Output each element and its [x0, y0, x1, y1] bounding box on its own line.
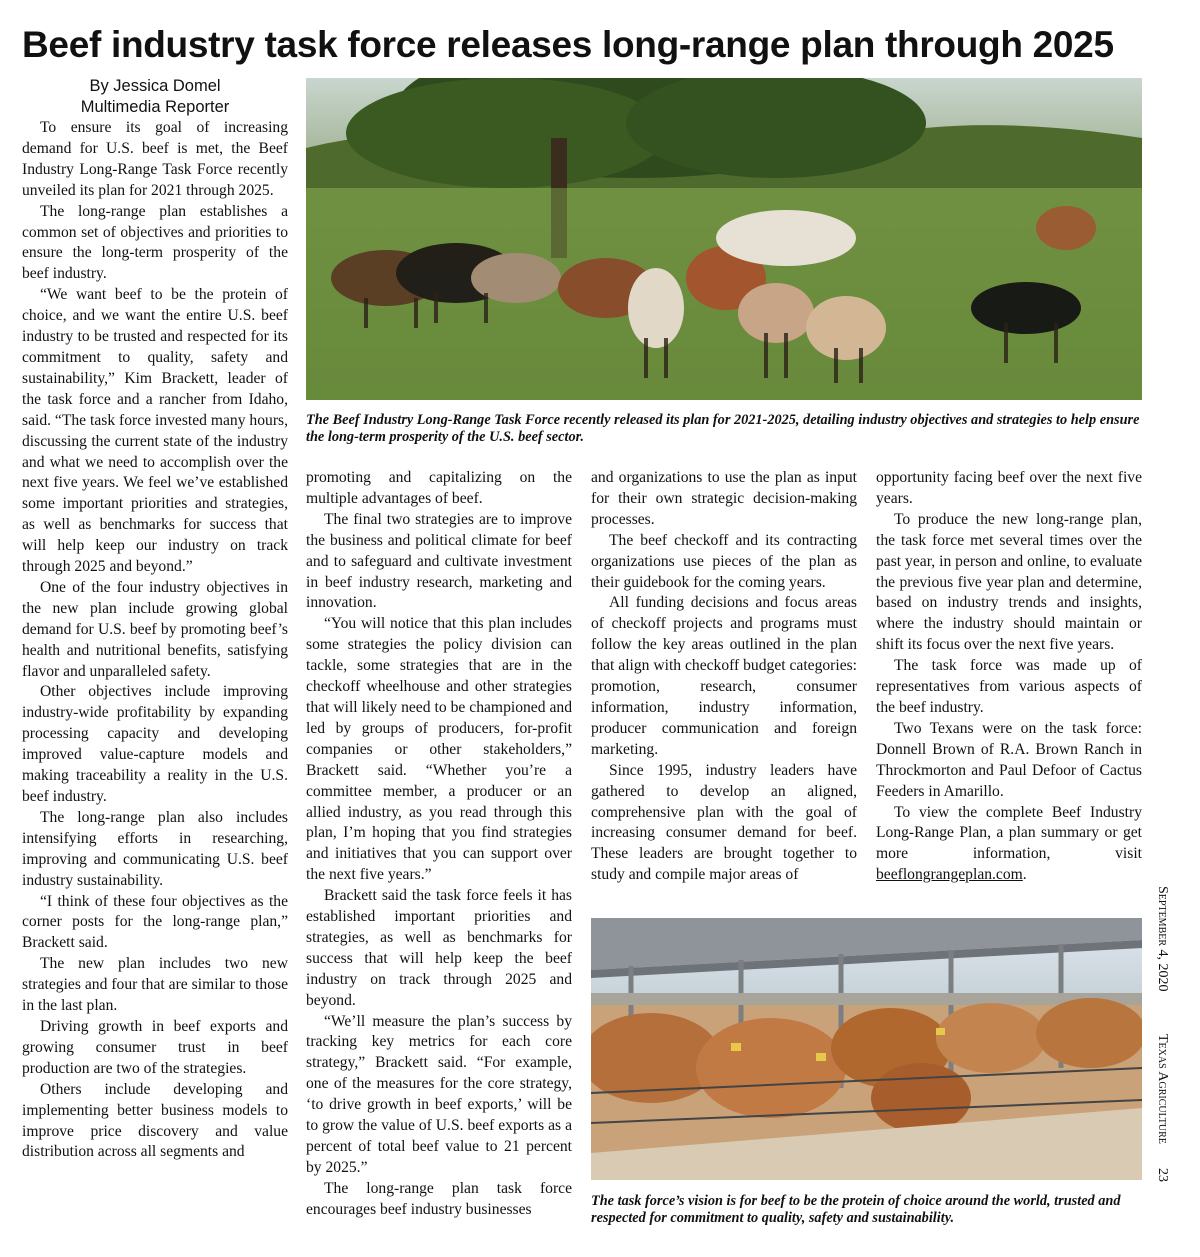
paragraph: Two Texans were on the task force: Donnell Brown of R.A. Brown Ranch in Throckmorton and Paul Defoor of Cactus Feeders in Amarillo. — [876, 719, 1142, 800]
paragraph-continued: promoting and capitalizing on the multiple advantages of beef. — [306, 469, 572, 507]
page-folio — [1152, 886, 1172, 1236]
paragraph-continued: and organizations to use the plan as input for their own strategic decision-making processes. — [591, 469, 857, 528]
paragraph: The long-range plan establishes a common set of objectives and priorities to ensure the long-term prosperity of the beef industry. — [22, 202, 288, 283]
paragraph: “You will notice that this plan includes some strategies the policy division can tackle, some strategies that are in the checkoff wheelhouse and other strategies that will likely need to be championed and led by groups of producers, for-profit companies or other stakeholders,” Brackett said. “Whether you’re a committee member, a producer or an allied industry, as you read through this plan, I’m hoping that you find strategies and initiatives that you can support over the next five years.” — [306, 615, 572, 884]
byline — [22, 76, 288, 118]
feedlot-cattle-photo — [591, 918, 1142, 1180]
page-number: 23 — [1155, 1167, 1170, 1182]
paragraph: Others include developing and implementing better business models to improve price discovery and value distribution across all segments and — [22, 1080, 288, 1161]
photo-caption-bottom: The task force’s vision is for beef to be the protein of choice around the world, trusted and respected for commitment to quality, safety and sustainability. — [591, 1193, 1121, 1226]
paragraph: The long-range plan task force encourages beef industry businesses — [306, 1179, 572, 1218]
publication-name: Texas Agriculture — [1155, 1033, 1170, 1144]
article-column-1 — [22, 118, 288, 1236]
article-column-2 — [306, 468, 572, 1238]
website-link[interactable]: beeflongrangeplan.com — [876, 866, 1023, 884]
paragraph: To ensure its goal of increasing demand for U.S. beef is met, the Beef Industry Long-Range Task Force recently unveiled its plan for 2021 through 2025. — [22, 119, 288, 199]
paragraph: “We’ll measure the plan’s success by tracking key metrics for each core strategy,” Brackett said. “For example, one of the measures for the core strategy, ‘to drive growth in beef exports,’ will be to grow the value of U.S. beef exports as a percent of total beef value to 21 percent by 2025.” — [306, 1012, 572, 1176]
article-column-4 — [876, 468, 1142, 898]
author-name: By Jessica Domel — [89, 77, 221, 95]
photo-caption-top: The Beef Industry Long-Range Task Force recently released its plan for 2021-2025, detailing industry objectives and strategies to help ensure the long-term prosperity of the U.S. beef sector. — [306, 412, 1140, 445]
paragraph: Since 1995, industry leaders have gathered to develop an aligned, comprehensive plan with the goal of increasing consumer demand for beef. These leaders are brought together to study and compile major areas of — [591, 761, 857, 884]
paragraph: The long-range plan also includes intensifying efforts in researching, improving and communicating U.S. beef industry sustainability. — [22, 808, 288, 889]
paragraph: Driving growth in beef exports and growing consumer trust in beef production are two of the strategies. — [22, 1017, 288, 1077]
paragraph: “I think of these four objectives as the corner posts for the long-range plan,” Brackett said. — [22, 892, 288, 952]
paragraph: Other objectives include improving industry-wide profitability by expanding processing capacity and developing improved value-capture models and making traceability a reality in the U.S. beef industry. — [22, 683, 288, 805]
paragraph: To produce the new long-range plan, the task force met several times over the past year, in person and online, to evaluate the previous five year plan and determine, based on industry trends and insights, where the industry should maintain or shift its focus over the next five years. — [876, 510, 1142, 654]
paragraph-with-link — [876, 803, 1142, 887]
paragraph: “We want beef to be the protein of choice, and we want the entire U.S. beef industry to be trusted and respected for its commitment to quality, safety and sustainability,” Kim Brackett, leader of the task force and a rancher from Idaho, said. “The task force invested many hours, discussing the current state of the industry and what we need to accomplish over the next five years. We feel we’ve established some important priorities and strategies, as well as benchmarks for success that will help keep our industry on track through 2025 and beyond.” — [22, 286, 288, 576]
paragraph-text: To view the complete Beef Industry Long-Range Plan, a plan summary or get more information, visit — [876, 803, 1142, 863]
paragraph: The task force was made up of representatives from various aspects of the beef industry. — [876, 657, 1142, 716]
paragraph: The final two strategies are to improve the business and political climate for beef and to safeguard and cultivate investment in beef industry research, marketing and innovation. — [306, 510, 572, 612]
cattle-grazing-photo — [306, 78, 1142, 400]
issue-date: September 4, 2020 — [1155, 886, 1170, 992]
link-punctuation: . — [1022, 866, 1027, 884]
author-title: Multimedia Reporter — [80, 98, 230, 116]
paragraph: One of the four industry objectives in the new plan include growing global demand for U.S. beef by promoting beef’s health and nutritional benefits, satisfying flavor and unparalleled safety. — [22, 578, 288, 680]
paragraph: Brackett said the task force feels it has established important priorities and strategies, as well as benchmarks for success that will help keep the beef industry on track through 2025 and beyond. — [306, 887, 572, 1009]
paragraph: The beef checkoff and its contracting organizations use pieces of the plan as their guidebook for the coming years. — [591, 531, 857, 591]
paragraph: The new plan includes two new strategies and four that are similar to those in the last plan. — [22, 955, 288, 1015]
paragraph: All funding decisions and focus areas of checkoff projects and programs must follow the key areas outlined in the plan that align with checkoff budget categories: promotion, research, consumer information, industry information, producer communication and foreign marketing. — [591, 594, 858, 758]
paragraph-continued: opportunity facing beef over the next five years. — [876, 469, 1142, 507]
article-column-3 — [591, 468, 857, 898]
headline: Beef industry task force releases long-range plan through 2025 — [22, 24, 1114, 65]
